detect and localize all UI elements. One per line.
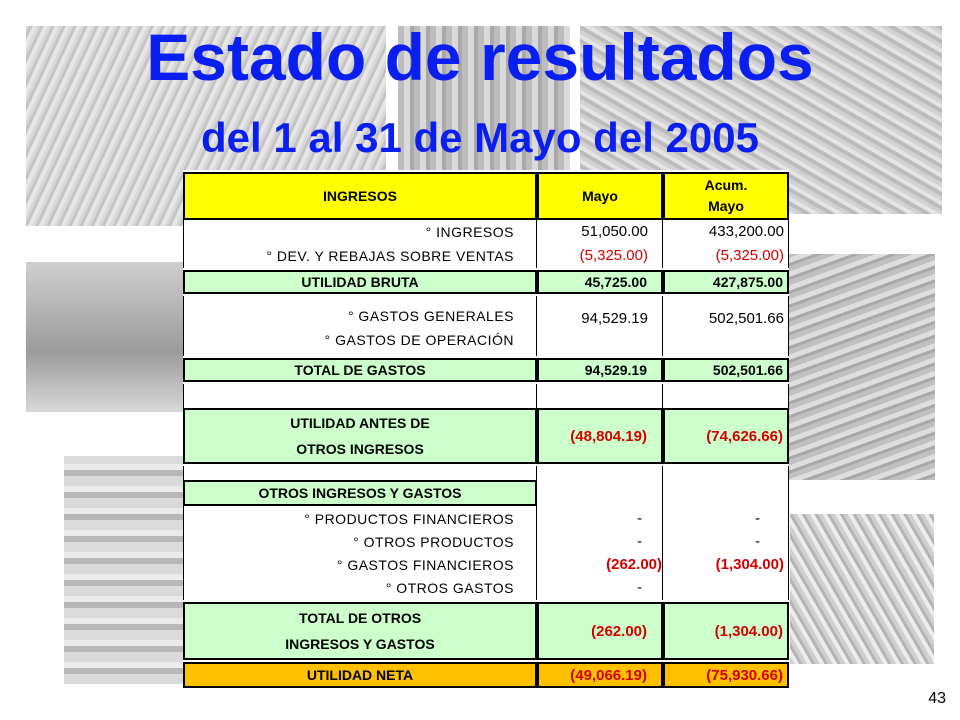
list-item: ° OTROS GASTOS (385, 579, 514, 596)
empty-row (183, 466, 789, 480)
list-item: ° DEV. Y REBAJAS SOBRE VENTAS (266, 248, 514, 264)
empty-cell (663, 384, 789, 408)
utilidad-antes-month: (48,804.19) (537, 408, 663, 464)
gastos-labels (183, 296, 537, 356)
otros-block (183, 506, 789, 600)
empty-row (183, 384, 789, 408)
header-ingresos: INGRESOS (183, 172, 537, 220)
empty-cell (183, 384, 537, 408)
value-negative: (1,304.00) (715, 556, 784, 573)
list-item: ° GASTOS FINANCIEROS (336, 556, 514, 573)
total-gastos-acum: 502,501.66 (663, 358, 789, 382)
utilidad-antes-label-line2: OTROS INGRESOS (296, 441, 424, 457)
header-month: Mayo (537, 172, 663, 220)
value-negative: (5,325.00) (579, 247, 648, 264)
value: - (637, 510, 642, 527)
gastos-month-values (537, 296, 663, 356)
total-otros-month: (262.00) (537, 602, 663, 660)
utilidad-bruta-label: UTILIDAD BRUTA (183, 270, 537, 294)
utilidad-antes-label-line1: UTILIDAD ANTES DE (290, 415, 430, 431)
value: - (755, 533, 760, 550)
ingresos-labels (183, 220, 537, 268)
list-item: ° GASTOS DE OPERACIÓN (324, 332, 514, 348)
background-photo (790, 514, 934, 664)
total-gastos-month: 94,529.19 (537, 358, 663, 382)
utilidad-neta-month: (49,066.19) (537, 662, 663, 688)
list-item: ° OTROS PRODUCTOS (353, 533, 514, 550)
table-header-row (183, 172, 789, 220)
ingresos-month-values (537, 220, 663, 268)
total-otros-label-line2: INGRESOS Y GASTOS (285, 636, 435, 652)
value: - (637, 533, 642, 550)
otros-month-values (537, 506, 663, 600)
otros-header-label: OTROS INGRESOS Y GASTOS (183, 480, 537, 506)
total-otros-label (183, 602, 537, 660)
empty-cell (537, 466, 663, 480)
value: - (755, 510, 760, 527)
utilidad-neta-row (183, 662, 789, 688)
slide-title: Estado de resultados (146, 20, 814, 94)
header-accumulated (663, 172, 789, 220)
value: 51,050.00 (581, 223, 648, 240)
utilidad-neta-label: UTILIDAD NETA (183, 662, 537, 688)
list-item: ° GASTOS GENERALES (347, 308, 514, 324)
background-photo (785, 254, 935, 480)
utilidad-antes-acum: (74,626.66) (663, 408, 789, 464)
value: - (637, 579, 642, 596)
total-otros-label-line1: TOTAL DE OTROS (298, 610, 422, 626)
empty-cell (537, 480, 663, 506)
utilidad-bruta-row (183, 270, 789, 294)
utilidad-antes-row (183, 408, 789, 464)
income-statement-table (183, 170, 789, 688)
otros-acum-values (663, 506, 789, 600)
empty-cell (663, 466, 789, 480)
utilidad-bruta-month: 45,725.00 (537, 270, 663, 294)
total-otros-row (183, 602, 789, 660)
total-otros-acum: (1,304.00) (663, 602, 789, 660)
header-acum-line2: Mayo (708, 198, 744, 214)
gastos-acum-values (663, 296, 789, 356)
list-item: ° INGRESOS (425, 224, 514, 240)
empty-cell (663, 480, 789, 506)
background-photo (26, 262, 188, 412)
value-negative: (5,325.00) (715, 247, 784, 264)
utilidad-neta-acum: (75,930.66) (663, 662, 789, 688)
value-negative: (262.00) (606, 556, 662, 573)
ingresos-acum-values (663, 220, 789, 268)
total-gastos-row (183, 358, 789, 382)
ingresos-block (183, 220, 789, 268)
utilidad-antes-label (183, 408, 537, 464)
value: 94,529.19 (581, 310, 648, 327)
total-gastos-label: TOTAL DE GASTOS (183, 358, 537, 382)
value: 502,501.66 (708, 310, 784, 327)
list-item: ° PRODUCTOS FINANCIEROS (304, 510, 514, 527)
otros-header-row (183, 480, 789, 506)
value: 433,200.00 (708, 223, 784, 240)
page-number: 43 (928, 690, 946, 707)
gastos-block (183, 296, 789, 356)
slide-subtitle: del 1 al 31 de Mayo del 2005 (201, 114, 759, 161)
empty-cell (537, 384, 663, 408)
empty-cell (183, 466, 537, 480)
utilidad-bruta-acum: 427,875.00 (663, 270, 789, 294)
header-acum-line1: Acum. (704, 177, 748, 193)
otros-labels (183, 506, 537, 600)
